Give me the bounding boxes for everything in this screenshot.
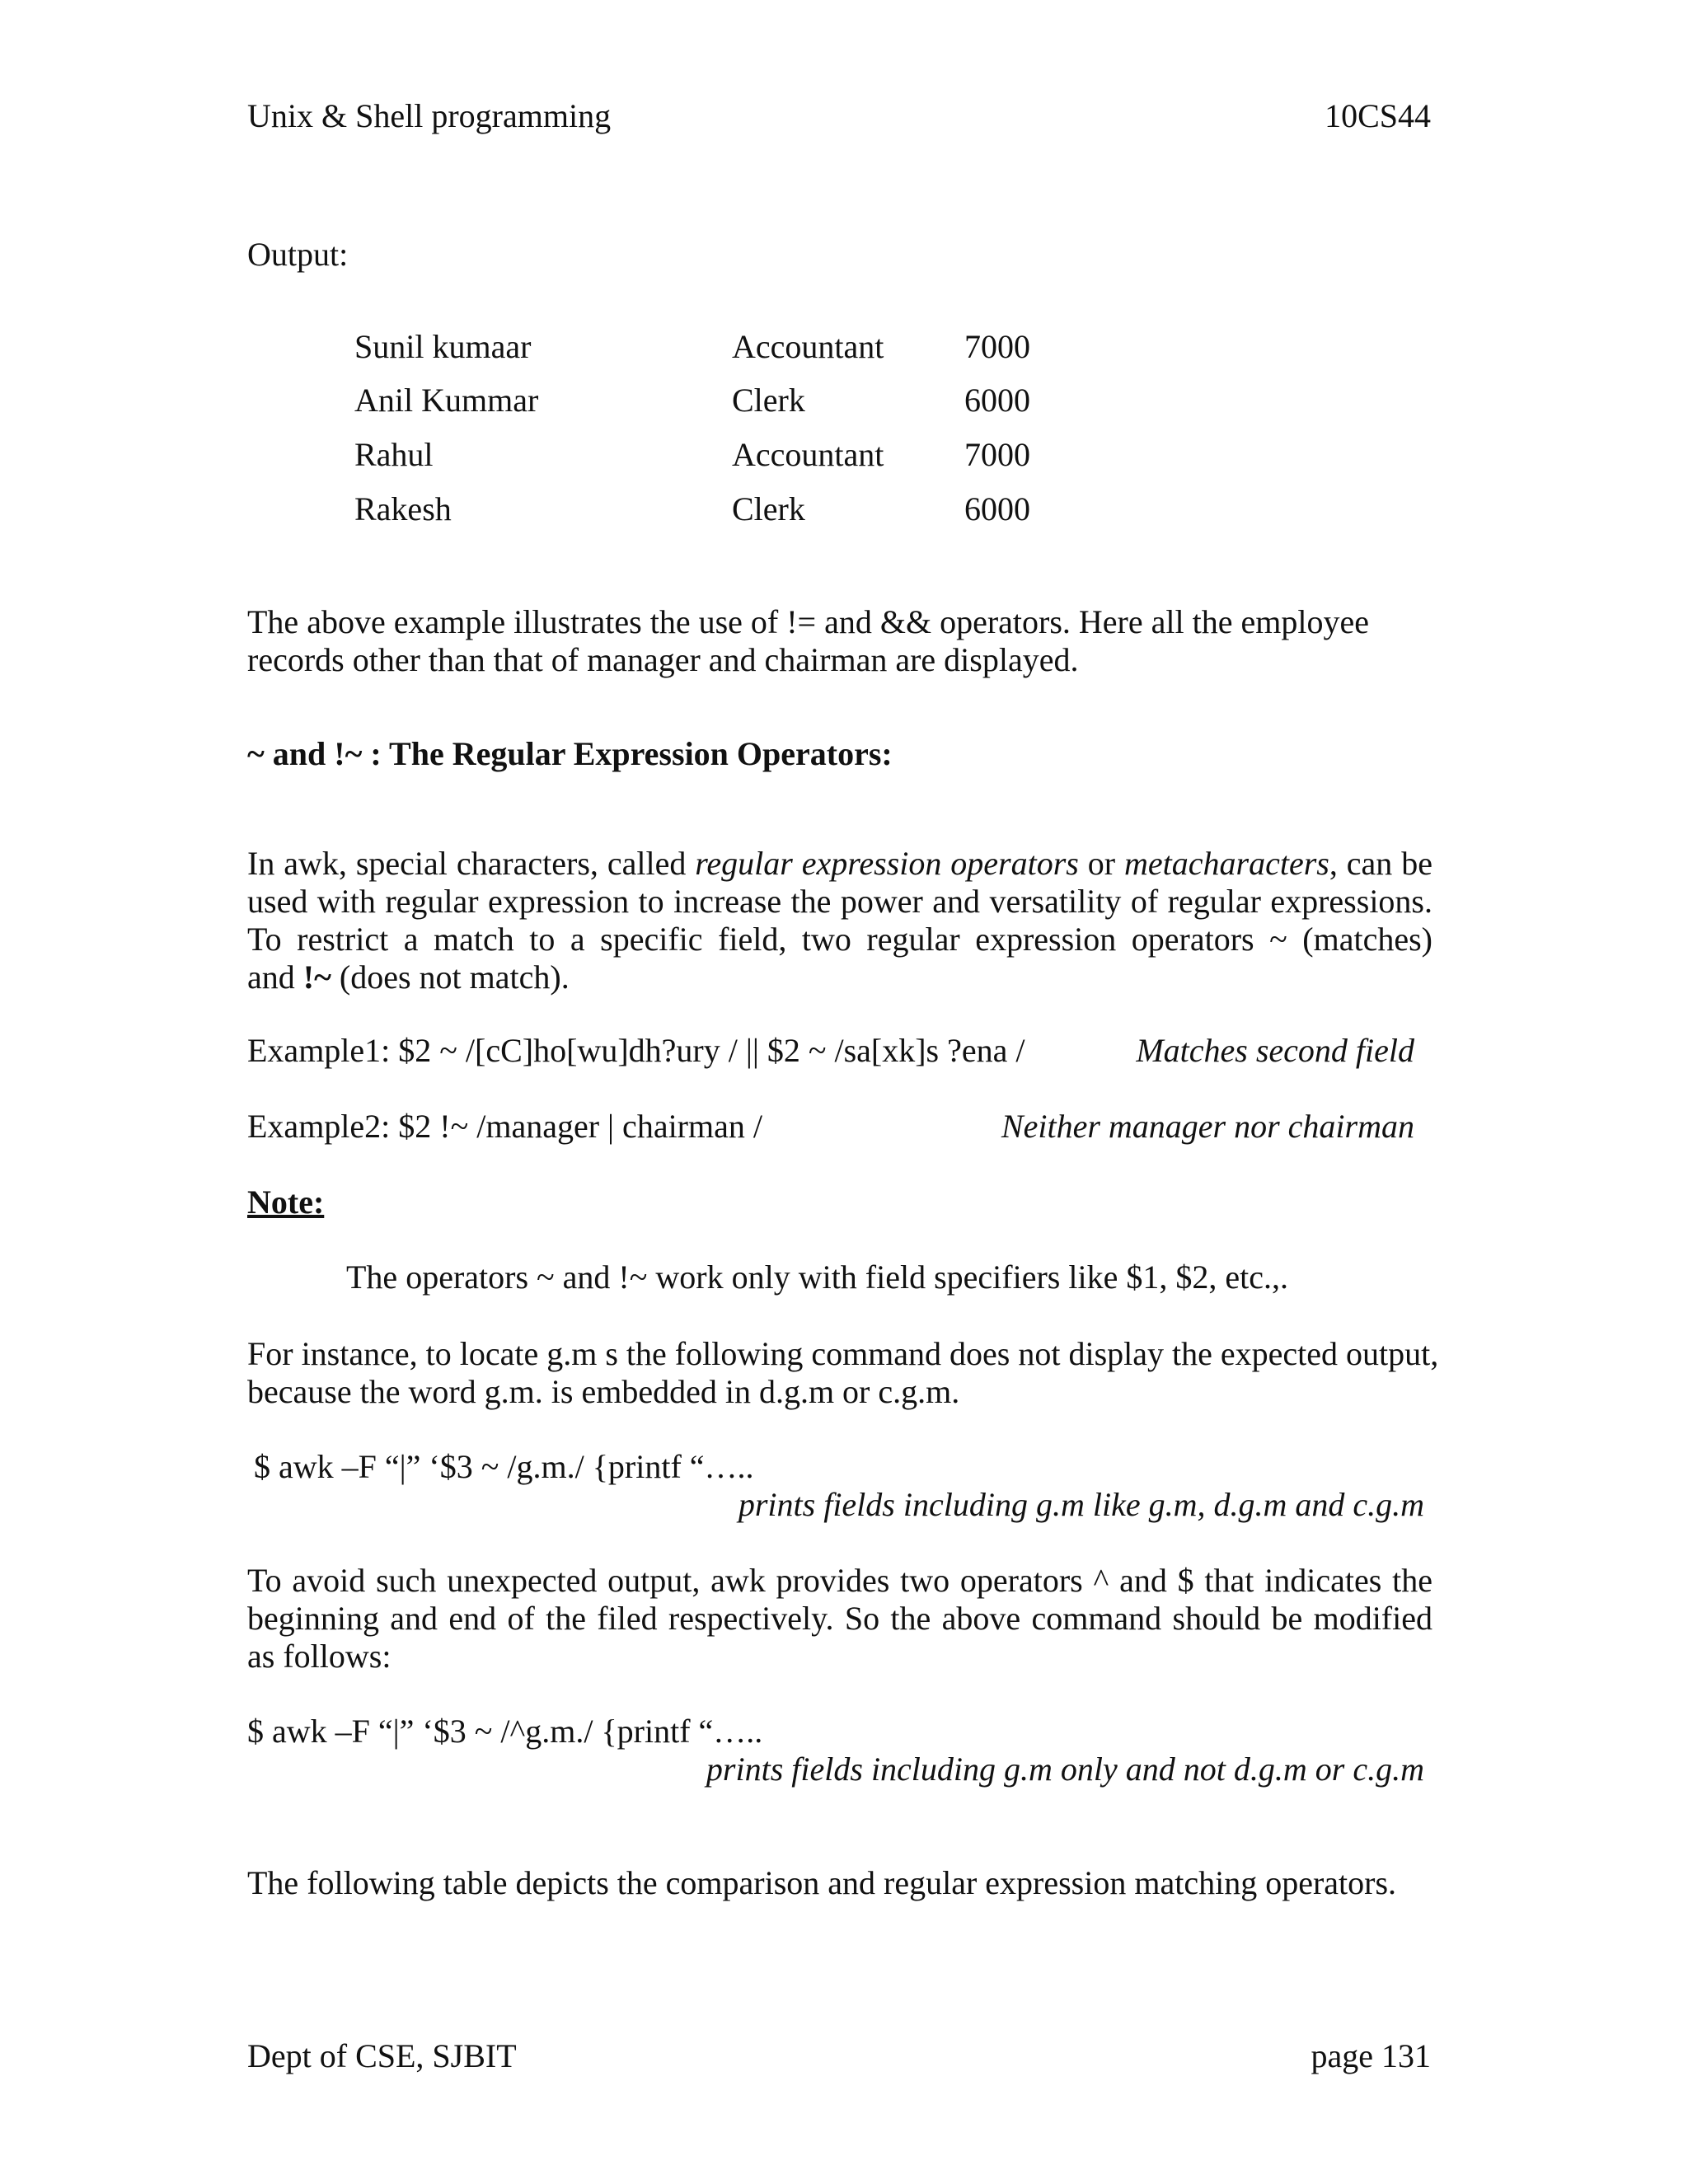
employee-salary: 7000 [964,328,1030,365]
paragraph-line: used with regular expression to increase the power and versatility of regular expressions. [247,883,1432,920]
employee-salary: 6000 [964,382,1030,419]
paragraph-line: records other than that of manager and chairman are displayed. [247,641,1079,678]
page-number: page 131 [1311,2037,1431,2074]
italic-term: regular expression operators [695,845,1079,882]
paragraph-line: To restrict a match to a specific field, two regular expression operators ~ (matches) [247,921,1432,958]
example1-comment: Matches second field [1136,1032,1414,1069]
command2-code: $ awk –F “|” ‘$3 ~ /^g.m./ {printf “….. [247,1713,763,1750]
employee-name: Rakesh [354,490,452,527]
employee-name: Rahul [354,436,434,473]
employee-designation: Clerk [732,382,805,419]
employee-designation: Clerk [732,490,805,527]
employee-name: Anil Kummar [354,382,539,419]
text-run: and [247,958,303,996]
text-run: , can be [1329,845,1432,882]
paragraph-line: To avoid such unexpected output, awk provides two operators ^ and $ that indicates the [247,1562,1432,1599]
employee-salary: 6000 [964,490,1030,527]
paragraph-line: as follows: [247,1638,392,1675]
paragraph-line [247,958,570,996]
note-label: Note: [247,1183,325,1221]
paragraph-line [247,845,1432,883]
paragraph-line: because the word g.m. is embedded in d.g.m or c.g.m. [247,1373,960,1410]
note-text: The operators ~ and !~ work only with field specifiers like $1, $2, etc.,. [346,1258,1288,1296]
bold-operator: !~ [302,958,331,996]
italic-term: metacharacters [1124,845,1329,882]
employee-salary: 7000 [964,436,1030,473]
text-run: (does not match). [331,958,570,996]
example2-comment: Neither manager nor chairman [1001,1108,1414,1145]
paragraph-line: The following table depicts the comparison and regular expression matching operators. [247,1864,1397,1901]
footer-department: Dept of CSE, SJBIT [247,2037,517,2074]
command2-comment: prints fields including g.m only and not d.g.m or c.g.m [706,1750,1424,1788]
example2-code: Example2: $2 !~ /manager | chairman / [247,1108,762,1145]
command1-code: $ awk –F “|” ‘$3 ~ /g.m./ {printf “….. [254,1448,754,1485]
text-run: or [1078,845,1125,882]
employee-name: Sunil kumaar [354,328,532,365]
paragraph-line: beginning and end of the filed respectively. So the above command should be modified [247,1600,1432,1637]
employee-designation: Accountant [732,328,884,365]
text-run: In awk, special characters, called [247,845,696,882]
section-heading: ~ and !~ : The Regular Expression Operators: [247,735,893,772]
output-label: Output: [247,236,349,273]
example1-code: Example1: $2 ~ /[cC]ho[wu]dh?ury / || $2 ~ /sa[xk]s ?ena / [247,1032,1025,1069]
header-course-code: 10CS44 [1325,97,1431,134]
employee-designation: Accountant [732,436,884,473]
paragraph-line: The above example illustrates the use of != and && operators. Here all the employee [247,603,1369,640]
header-title: Unix & Shell programming [247,97,612,134]
command1-comment: prints fields including g.m like g.m, d.g.m and c.g.m [738,1486,1424,1523]
paragraph-line: For instance, to locate g.m s the following command does not display the expected output, [247,1335,1439,1372]
